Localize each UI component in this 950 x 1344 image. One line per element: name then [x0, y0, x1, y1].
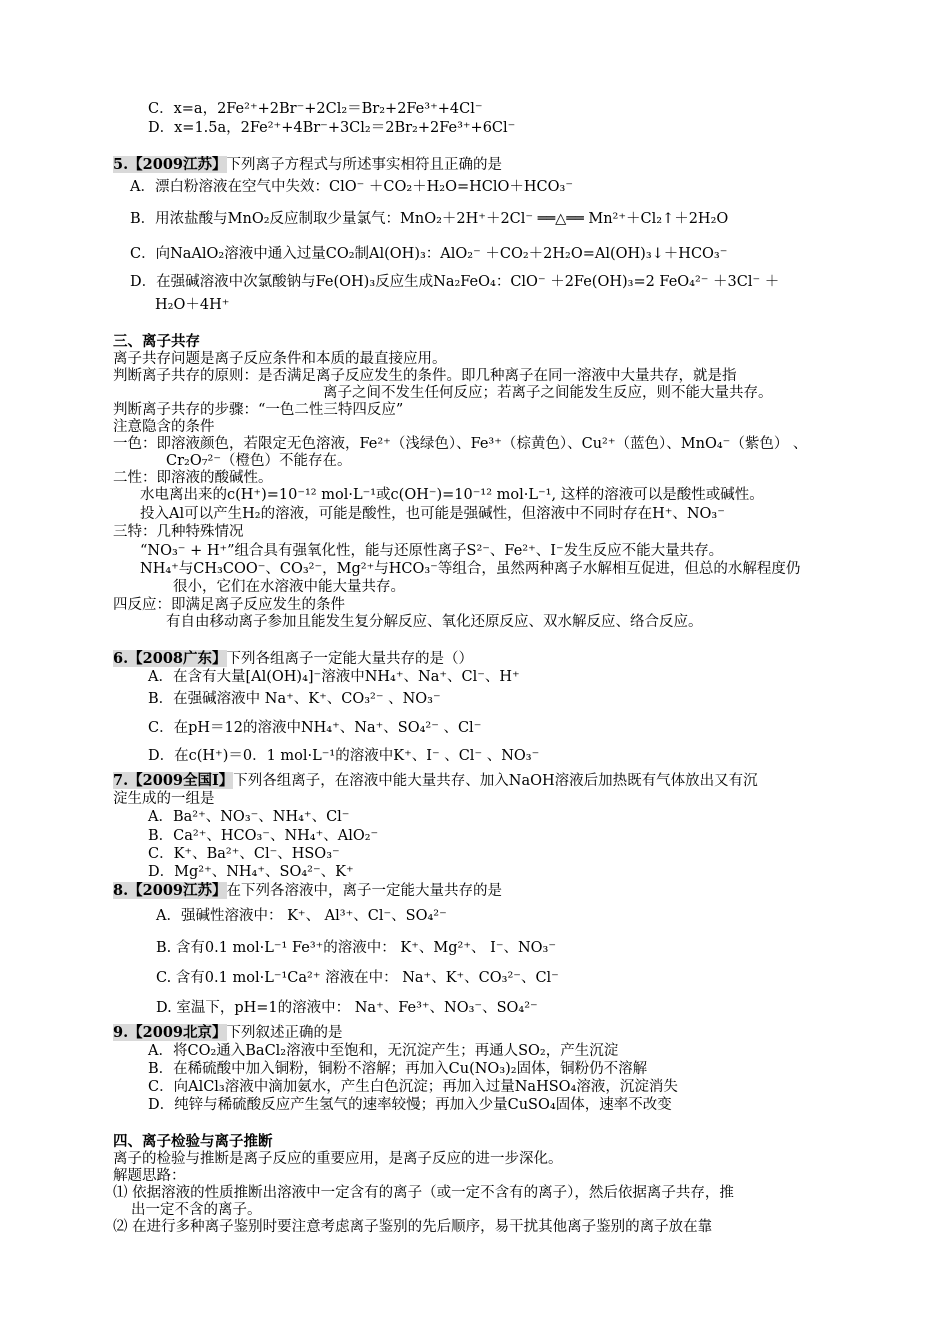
paragraph-continued: 出一定不含的离子。: [131, 1202, 262, 1218]
question-tag: 9.【2009北京】: [113, 1024, 227, 1041]
option-c: C．在pH＝12的溶液中NH₄⁺、Na⁺、SO₄²⁻ 、Cl⁻: [148, 720, 482, 736]
paragraph: 判断离子共存的步骤：“一色二性三特四反应”: [113, 402, 404, 418]
paragraph: 一色：即溶液颜色，若限定无色溶液，Fe²⁺（浅绿色）、Fe³⁺（棕黄色）、Cu²⁺（蓝色）、MnO₄⁻（紫色） 、: [113, 436, 808, 452]
paragraph: 投入Al可以产生H₂的溶液，可能是酸性，也可能是强碱性，但溶液中不同时存在H⁺、NO₃⁻: [140, 506, 725, 522]
option-c: C．x=a，2Fe²⁺+2Br⁻+2Cl₂＝Br₂+2Fe³⁺+4Cl⁻: [148, 101, 483, 117]
option-b: B．Ca²⁺、HCO₃⁻、NH₄⁺、AlO₂⁻: [148, 828, 379, 844]
question-8: [113, 882, 502, 900]
option-c: C．向NaAlO₂溶液中通入过量CO₂制Al(OH)₃：AlO₂⁻ ＋CO₂＋2H₂O=Al(OH)₃↓＋HCO₃⁻: [130, 246, 728, 262]
question-7-continued: 淀生成的一组是: [113, 791, 215, 807]
option-b: B．用浓盐酸与MnO₂反应制取少量氯气：MnO₂＋2H⁺＋2Cl⁻ ══△══ Mn²⁺＋Cl₂↑＋2H₂O: [130, 211, 729, 227]
paragraph: ⑵ 在进行多种离子鉴别时要注意考虑离子鉴别的先后顺序，易干扰其他离子鉴别的离子放在靠: [113, 1219, 713, 1235]
paragraph: “NO₃⁻ + H⁺”组合具有强氧化性，能与还原性离子S²⁻、Fe²⁺、I⁻发生反应不能大量共存。: [140, 543, 724, 559]
paragraph: ⑴ 依据溶液的性质推断出溶液中一定含有的离子（或一定不含有的离子），然后依据离子共存，推: [113, 1185, 734, 1201]
question-9: [113, 1024, 343, 1042]
question-tag: 5.【2009江苏】: [113, 156, 227, 173]
question-7: [113, 772, 758, 790]
option-d: D．在c(H⁺)＝0．1 mol·L⁻¹的溶液中K⁺、I⁻ 、Cl⁻ 、NO₃⁻: [148, 748, 540, 764]
paragraph: 二性：即溶液的酸碱性。: [113, 470, 273, 486]
option-b: B. 含有0.1 mol·L⁻¹ Fe³⁺的溶液中： K⁺、Mg²⁺、 I⁻、NO₃⁻: [156, 940, 557, 956]
option-d: D．x=1.5a，2Fe²⁺+4Br⁻+3Cl₂＝2Br₂+2Fe³⁺+6Cl⁻: [148, 120, 516, 136]
question-text: 下列各组离子，在溶液中能大量共存、加入NaOH溶液后加热既有气体放出又有沉: [233, 773, 758, 789]
question-tag: 8.【2009江苏】: [113, 882, 227, 899]
option-a: A．在含有大量[Al(OH)₄]⁻溶液中NH₄⁺、Na⁺、Cl⁻、H⁺: [148, 669, 520, 685]
paragraph: 水电离出来的c(H⁺)=10⁻¹² mol·L⁻¹或c(OH⁻)=10⁻¹² mol·L⁻¹, 这样的溶液可以是酸性或碱性。: [140, 487, 764, 503]
paragraph: 离子的检验与推断是离子反应的重要应用，是离子反应的进一步深化。: [113, 1151, 563, 1167]
question-tag: 7.【2009全国Ⅰ】: [113, 772, 234, 789]
question-text: 下列叙述正确的是: [226, 1025, 343, 1041]
paragraph-continued: 离子之间不发生任何反应；若离子之间能发生反应，则不能大量共存。: [323, 385, 773, 401]
option-a: A．Ba²⁺、NO₃⁻、NH₄⁺、Cl⁻: [148, 809, 350, 825]
paragraph: NH₄⁺与CH₃COO⁻、CO₃²⁻，Mg²⁺与HCO₃⁻等组合，虽然两种离子水解相互促进，但总的水解程度仍: [140, 561, 801, 577]
paragraph: 四反应：即满足离子反应发生的条件: [113, 597, 345, 613]
option-d: D．纯锌与稀硫酸反应产生氢气的速率较慢；再加入少量CuSO₄固体，速率不改变: [148, 1097, 672, 1113]
question-text: 在下列各溶液中，离子一定能大量共存的是: [226, 883, 502, 899]
option-d-continued: H₂O＋4H⁺: [155, 297, 230, 313]
paragraph: 注意隐含的条件: [113, 419, 215, 435]
option-c: C．K⁺、Ba²⁺、Cl⁻、HSO₃⁻: [148, 846, 340, 862]
option-a: A．漂白粉溶液在空气中失效：ClO⁻ ＋CO₂＋H₂O=HClO＋HCO₃⁻: [130, 179, 573, 195]
paragraph: 有自由移动离子参加且能发生复分解反应、氧化还原反应、双水解反应、络合反应。: [166, 614, 703, 630]
paragraph: 解题思路：: [113, 1168, 186, 1184]
section-heading: 三、离子共存: [113, 333, 200, 350]
option-b: B．在强碱溶液中 Na⁺、K⁺、CO₃²⁻ 、NO₃⁻: [148, 691, 441, 707]
option-b: B．在稀硫酸中加入铜粉，铜粉不溶解；再加入Cu(NO₃)₂固体，铜粉仍不溶解: [148, 1061, 648, 1077]
option-a: A．将CO₂通入BaCl₂溶液中至饱和，无沉淀产生；再通人SO₂，产生沉淀: [148, 1043, 619, 1059]
question-text: 下列离子方程式与所述事实相符且正确的是: [226, 157, 502, 173]
option-d: D. 室温下，pH=1的溶液中： Na⁺、Fe³⁺、NO₃⁻、SO₄²⁻: [156, 1000, 538, 1016]
paragraph: 离子共存问题是离子反应条件和本质的最直接应用。: [113, 351, 447, 367]
paragraph-continued: Cr₂O₇²⁻（橙色）不能存在。: [166, 453, 352, 469]
option-a: A．强碱性溶液中： K⁺、 Al³⁺、Cl⁻、SO₄²⁻: [156, 908, 447, 924]
option-c: C．向AlCl₃溶液中滴加氨水，产生白色沉淀；再加入过量NaHSO₄溶液，沉淀消失: [148, 1079, 678, 1095]
question-text: 下列各组离子一定能大量共存的是（）: [226, 651, 473, 667]
paragraph: 三特：几种特殊情况: [113, 524, 244, 540]
option-c: C. 含有0.1 mol·L⁻¹Ca²⁺ 溶液在中： Na⁺、K⁺、CO₃²⁻、Cl⁻: [156, 970, 559, 986]
paragraph-continued: 很小，它们在水溶液中能大量共存。: [173, 579, 405, 595]
option-d: D．Mg²⁺、NH₄⁺、SO₄²⁻、K⁺: [148, 864, 354, 880]
question-6: [113, 650, 473, 668]
section-heading: 四、离子检验与离子推断: [113, 1133, 273, 1150]
option-d: D．在强碱溶液中次氯酸钠与Fe(OH)₃反应生成Na₂FeO₄：ClO⁻ ＋2Fe(OH)₃=2 FeO₄²⁻ ＋3Cl⁻ ＋: [130, 274, 780, 290]
question-5: [113, 156, 502, 174]
paragraph: 判断离子共存的原则：是否满足离子反应发生的条件。即几种离子在同一溶液中大量共存，就是指: [113, 368, 737, 384]
question-tag: 6.【2008广东】: [113, 650, 227, 667]
